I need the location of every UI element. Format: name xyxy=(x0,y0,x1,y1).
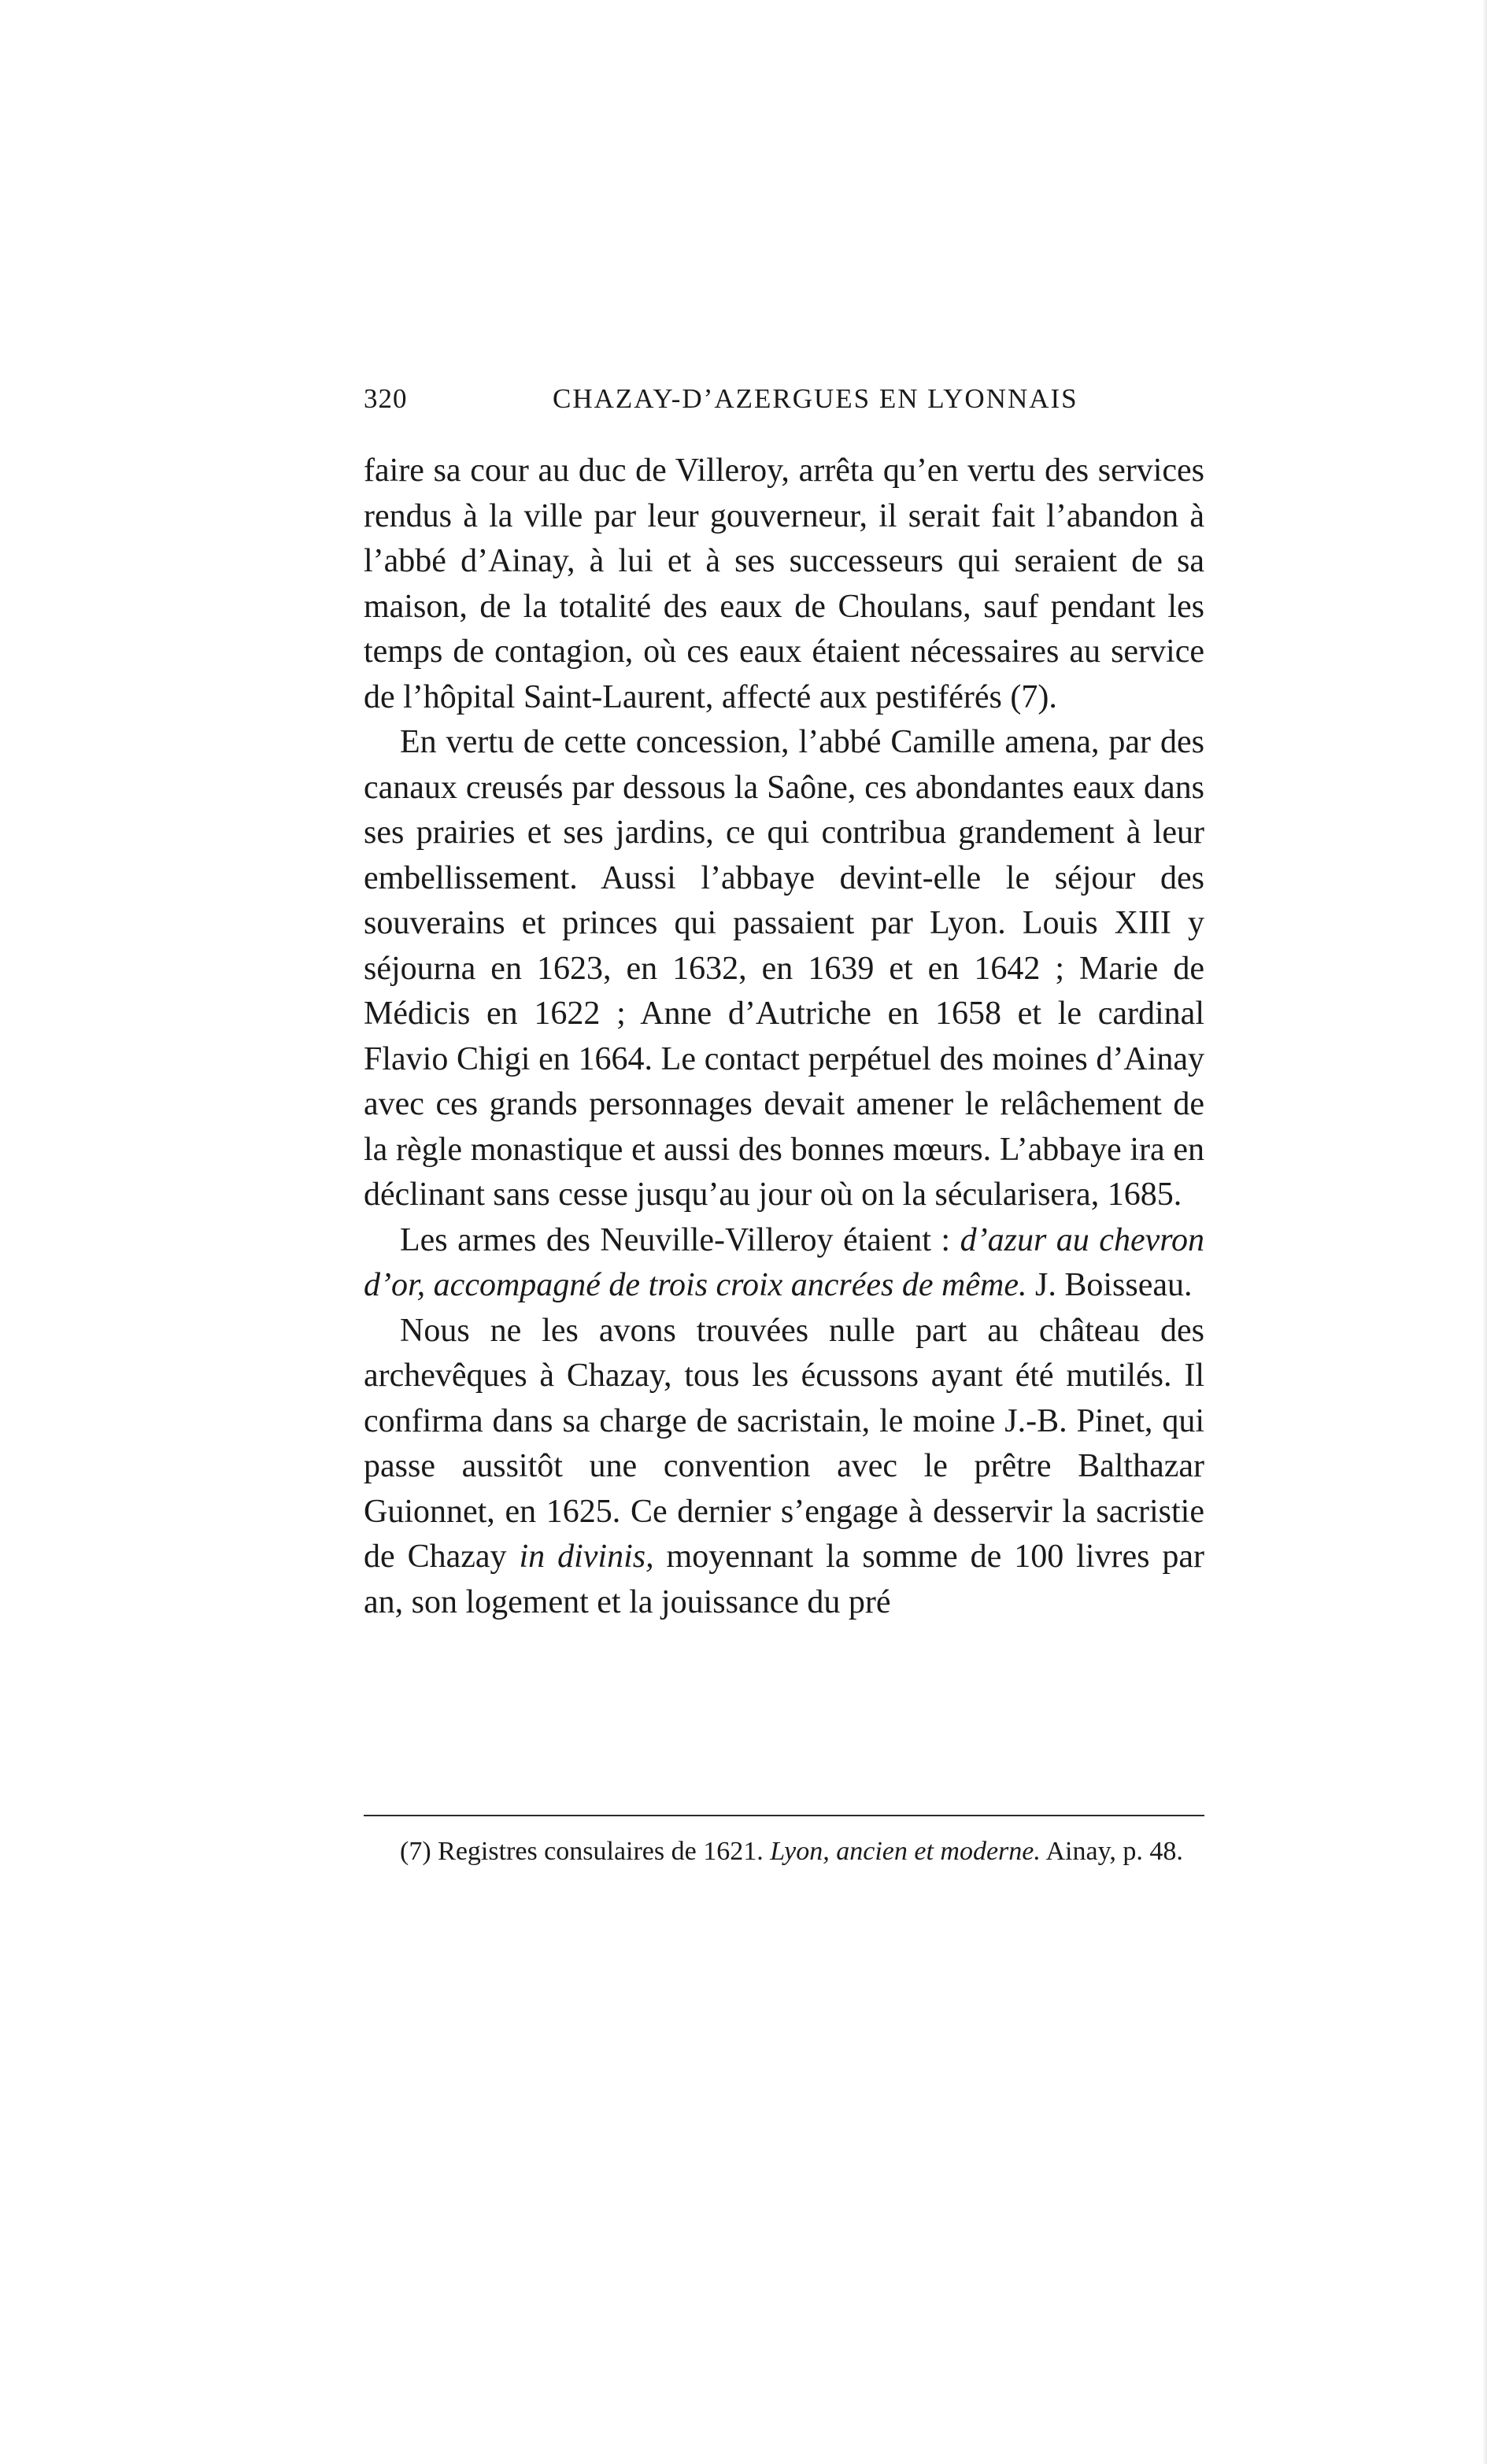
running-head xyxy=(364,383,1204,430)
footnote-divider xyxy=(364,1815,1204,1816)
paragraph-3-source: J. Boisseau. xyxy=(1034,1267,1193,1303)
body-text xyxy=(364,449,1204,1625)
paragraph-3 xyxy=(364,1218,1204,1309)
paragraph-3-text: Les armes des Neuville-Villeroy étaient : xyxy=(400,1221,951,1258)
footnote-work-title: Lyon, ancien et moderne. xyxy=(770,1837,1041,1866)
scan-edge xyxy=(1482,0,1487,2464)
paragraph-4 xyxy=(364,1309,1204,1626)
paragraph-2: En vertu de cette concession, l’abbé Camille amena, par des canaux creusés par dessous la Saône, ces abondantes eaux dans ses prairies et ses jardins, ce qui contribua grandement à leur embellissement. Aussi l’abbaye devint-elle le séjour des souverains et princes qui passaient par Lyon. Louis XIII y séjourna en 1623, en 1632, en 1639 et en 1642 ; Marie de Médicis en 1622 ; Anne d’Autriche en 1658 et le cardinal Flavio Chigi en 1664. Le contact perpétuel des moines d’Ainay avec ces grands personnages devait amener le relâchement de la règle monastique et aussi des bonnes mœurs. L’abbaye ira en déclinant sans cesse jusqu’au jour où on la sécularisera, 1685. xyxy=(364,724,1204,1213)
page-number: 320 xyxy=(364,383,408,414)
latin-phrase: in divinis, xyxy=(519,1539,654,1575)
paragraph-1: faire sa cour au duc de Villeroy, arrêta qu’en vertu des services rendus à la ville par leur gouverneur, il serait fait l’abandon à l’abbé d’Ainay, à lui et à ses successeurs qui seraient de sa maison, de la totalité des eaux de Choulans, sauf pendant les temps de contagion, où ces eaux étaient nécessaires au service de l’hôpital Saint-Laurent, affecté aux pestiférés (7). xyxy=(364,453,1204,715)
footnote-text: (7) Registres consulaires de 1621. xyxy=(400,1837,764,1866)
paragraph-4-end: moyennant la somme de 100 livres par an, son logement et la jouissance du pré xyxy=(364,1539,1205,1620)
running-title: CHAZAY-D’AZERGUES EN LYONNAIS xyxy=(553,383,1078,414)
blazon-text: d’azur au chevron d’or, accompagné de trois croix ancrées de même. xyxy=(364,1221,1205,1303)
paragraph-4-text: Nous ne les avons trouvées nulle part au château des archevêques à Chazay, tous les écussons ayant été mutilés. Il confirma dans sa charge de sacristain, le moine J.-B. Pinet, qui passe aussitôt une convention avec le prêtre Balthazar Guionnet, en 1625. Ce dernier s’engage à desservir la sacristie de Chazay xyxy=(364,1312,1204,1575)
footnote xyxy=(364,1834,1204,1870)
footnote-reference: Ainay, p. 48. xyxy=(1045,1837,1183,1866)
